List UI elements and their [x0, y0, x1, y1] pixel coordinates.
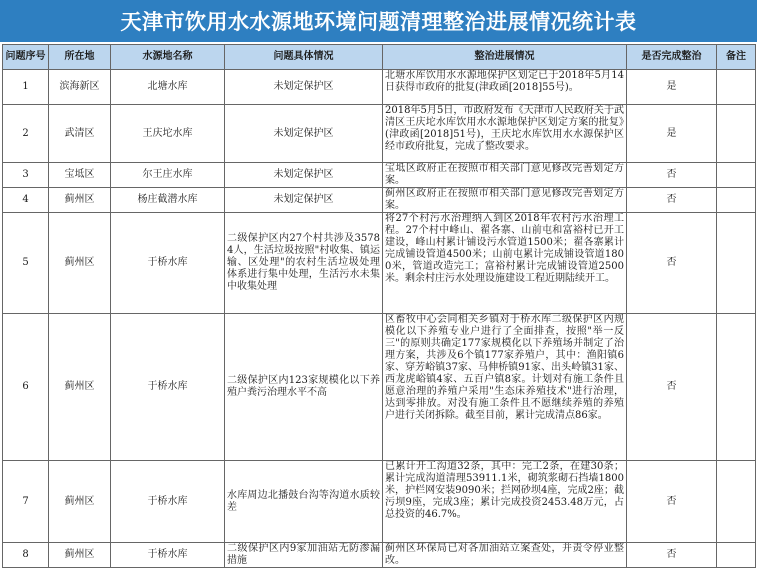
header-done: 是否完成整治	[627, 45, 717, 70]
cell-seq: 4	[3, 188, 49, 213]
header-source: 水源地名称	[111, 45, 225, 70]
cell-district: 武清区	[49, 105, 111, 163]
header-row	[3, 45, 756, 70]
table-title: 天津市饮用水水源地环境问题清理整治进展情况统计表	[0, 0, 757, 42]
table-row	[3, 188, 756, 213]
cell-done: 是	[627, 70, 717, 105]
cell-progress: 蓟州区环保局已对各加油站立案查处，并责令停业整改。	[383, 543, 627, 568]
header-progress: 整治进展情况	[383, 45, 627, 70]
cell-problem: 二级保护区内9家加油站无防渗漏措施	[225, 543, 383, 568]
table-row	[3, 543, 756, 568]
cell-seq: 7	[3, 461, 49, 543]
cell-source: 于桥水库	[111, 314, 225, 461]
cell-note	[717, 213, 756, 314]
cell-note	[717, 543, 756, 568]
cell-seq: 2	[3, 105, 49, 163]
cell-problem: 未划定保护区	[225, 163, 383, 188]
cell-source: 于桥水库	[111, 543, 225, 568]
cell-problem: 未划定保护区	[225, 105, 383, 163]
cell-district: 蓟州区	[49, 314, 111, 461]
table-row	[3, 105, 756, 163]
cell-note	[717, 105, 756, 163]
cell-seq: 6	[3, 314, 49, 461]
cell-source: 北塘水库	[111, 70, 225, 105]
cell-source: 杨庄截潜水库	[111, 188, 225, 213]
cell-note	[717, 70, 756, 105]
table-row	[3, 163, 756, 188]
cell-district: 蓟州区	[49, 188, 111, 213]
header-problem: 问题具体情况	[225, 45, 383, 70]
cell-progress: 区畜牧中心会同相关乡镇对于桥水库二级保护区内规模化以下养殖专业户进行了全面排查，按照"举一反三"的原则共确定177家规模化以下养殖场并制定了治理方案，共涉及6个镇177家养殖户，其中：渔阳镇6家、穿芳峪镇37家、马伸桥镇91家、出头岭镇31家、西龙虎峪镇4家、五百户镇8家。计划对有施工条件且愿意治理的养殖户采用"生态床养殖技术"进行治理，达到零排放。对没有施工条件且不愿继续养殖的养殖户进行关闭拆除。截至目前，累计完成清点86家。	[383, 314, 627, 461]
table-row	[3, 213, 756, 314]
cell-problem: 二级保护区内27个村共涉及35784人，生活垃圾按照"村收集、镇运输、区处理"的农村生活垃圾处理体系进行集中处理，生活污水未集中收集处理	[225, 213, 383, 314]
cell-source: 于桥水库	[111, 213, 225, 314]
cell-district: 滨海新区	[49, 70, 111, 105]
cell-done: 否	[627, 213, 717, 314]
cell-progress: 已累计开工沟道32条，其中：完工2条，在建30条；累计完成沟道清理53911.1米，砌筑浆砌石挡墙1800米，护栏网安装9090米；拦网砂坝4座，完成2座；截污坝9座，完成3座；累计完成投资2453.48万元，占总投资的46.7%。	[383, 461, 627, 543]
cell-problem: 未划定保护区	[225, 70, 383, 105]
table-row	[3, 70, 756, 105]
cell-progress: 蓟州区政府正在按照市相关部门意见修改完善划定方案。	[383, 188, 627, 213]
cell-district: 蓟州区	[49, 461, 111, 543]
cell-seq: 3	[3, 163, 49, 188]
cell-note	[717, 461, 756, 543]
cell-problem: 未划定保护区	[225, 188, 383, 213]
cell-done: 否	[627, 163, 717, 188]
cell-done: 否	[627, 314, 717, 461]
header-seq: 问题序号	[3, 45, 49, 70]
cell-note	[717, 314, 756, 461]
cell-note	[717, 188, 756, 213]
cell-source: 尔王庄水库	[111, 163, 225, 188]
cell-source: 王庆坨水库	[111, 105, 225, 163]
cell-done: 否	[627, 188, 717, 213]
cell-progress: 宝坻区政府正在按照市相关部门意见修改完善划定方案。	[383, 163, 627, 188]
cell-problem: 二级保护区内123家规模化以下养殖户粪污治理水平不高	[225, 314, 383, 461]
cell-seq: 5	[3, 213, 49, 314]
cell-district: 宝坻区	[49, 163, 111, 188]
cell-district: 蓟州区	[49, 543, 111, 568]
cell-note	[717, 163, 756, 188]
header-district: 所在地	[49, 45, 111, 70]
header-note: 备注	[717, 45, 756, 70]
table-row	[3, 314, 756, 461]
cell-progress: 2018年5月5日，市政府发布《天津市人民政府关于武清区王庆坨水库饮用水水源地保护区划定方案的批复》(津政函[2018]51号)，王庆坨水库饮用水水源保护区经市政府批复，完成了整改要求。	[383, 105, 627, 163]
progress-table	[2, 44, 756, 568]
cell-seq: 1	[3, 70, 49, 105]
cell-problem: 水库周边北播鼓台沟等沟道水质较差	[225, 461, 383, 543]
cell-done: 否	[627, 461, 717, 543]
cell-district: 蓟州区	[49, 213, 111, 314]
cell-seq: 8	[3, 543, 49, 568]
cell-progress: 北塘水库饮用水水源地保护区划定已于2018年5月14日获得市政府的批复(津政函[2018]55号)。	[383, 70, 627, 105]
cell-progress: 将27个村污水治理纳入到区2018年农村污水治理工程。27个村中峰山、翟各寨、山前屯和富裕村已开工建设，峰山村累计铺设污水管道1500米；翟各寨累计完成铺设管道4500米；山前屯累计完成铺设管道1800米，管道改造完工；富裕村累计完成铺设管道2500米。剩余村庄污水处理设施建设工程近期陆续开工。	[383, 213, 627, 314]
table-row	[3, 461, 756, 543]
cell-done: 否	[627, 543, 717, 568]
cell-source: 于桥水库	[111, 461, 225, 543]
cell-done: 是	[627, 105, 717, 163]
